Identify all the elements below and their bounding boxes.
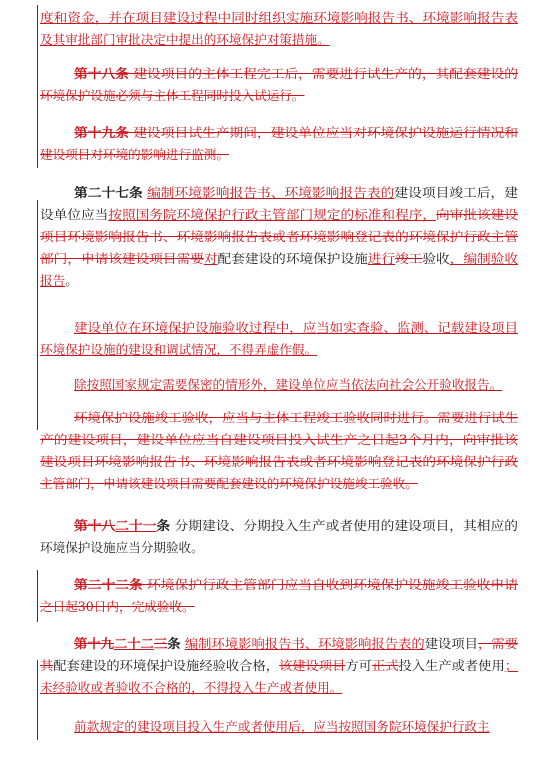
deleted-text: 建设项目试生产期间，建设单位应当对环境保护设施运行情况和 xyxy=(128,125,519,140)
text-line xyxy=(40,10,518,26)
inserted-text: 对 xyxy=(203,251,218,266)
text-line xyxy=(40,432,518,448)
inserted-text: 建设单位在环境保护设施验收过程中，应当如实查验、监测、记载建设项目 xyxy=(74,320,519,335)
text-line xyxy=(40,32,330,48)
inserted-text: 未经验收或者验收不合格的，不得投入生产或者使用。 xyxy=(40,680,343,695)
text-line xyxy=(40,273,78,289)
deleted-text: 建设项目对环境的影响进行监测。 xyxy=(40,147,229,162)
text-line xyxy=(40,147,229,163)
deleted-text: 第十八条 xyxy=(74,66,129,81)
text-line xyxy=(74,320,518,336)
inserted-text: ； xyxy=(504,658,518,673)
deleted-text: 环境保护设施必须与主体工程同时投入试运行。 xyxy=(40,88,305,103)
deleted-text: 建设项目环境影响报告书、环境影响报告表或者环境影响登记表的环境保护行政 xyxy=(40,454,518,469)
text-line xyxy=(40,658,518,674)
text-run: 配套建设的环境保护设施 xyxy=(217,251,368,266)
inserted-text: 编制环境影响报告书、环境影响报告表的 xyxy=(147,185,395,200)
inserted-text: 二十二 xyxy=(113,636,154,651)
text-line xyxy=(74,410,518,426)
deleted-text: 建设项目的主体工程完工后，需要进行试生产的，其配套建设的 xyxy=(128,66,519,81)
text-line xyxy=(40,454,518,470)
text-run: 设单位应当 xyxy=(40,207,109,222)
deleted-text: 主管部门，申请该建设项目需要配套建设的环境保护设施竣工验收。 xyxy=(40,476,418,491)
text-run: 验收 xyxy=(422,251,450,266)
inserted-text: ，编制验收 xyxy=(449,251,518,266)
deleted-text: ，需要 xyxy=(478,636,518,651)
deleted-text: 第十八 xyxy=(74,518,116,533)
inserted-text: 报告 xyxy=(40,273,66,288)
inserted-text: 按照国务院环境保护行政主管部门规定的标准和程序， xyxy=(108,207,437,222)
deleted-text: 第十九条 xyxy=(74,125,129,140)
text-line xyxy=(74,125,518,141)
text-line xyxy=(74,518,518,534)
deleted-text: 三 xyxy=(153,636,168,651)
deleted-text: 第十九 xyxy=(74,636,114,651)
inserted-text: 及其审批部门审批决定中提出的环境保护对策措施。 xyxy=(40,32,330,47)
text-line xyxy=(40,88,304,104)
text-run: 配套建设的环境保护设施经验收合格， xyxy=(53,658,279,673)
text-line xyxy=(74,185,518,201)
text-run: 条 xyxy=(156,518,171,533)
text-line xyxy=(40,251,518,267)
text-line xyxy=(74,377,502,393)
text-line xyxy=(40,540,204,556)
text-line xyxy=(40,229,518,245)
text-run: 建设项目 xyxy=(424,636,479,651)
deleted-text: 部门，申请该建设项目需要 xyxy=(40,251,204,266)
revision-bar xyxy=(37,5,38,168)
text-line xyxy=(40,476,418,492)
inserted-text: 进行 xyxy=(367,251,396,266)
deleted-text: 向审批该建设 xyxy=(436,207,518,222)
deleted-text: 正式 xyxy=(371,658,399,673)
text-run: 第二十七条 xyxy=(74,185,143,200)
text-run: 建设项目竣工后，建 xyxy=(394,185,519,200)
text-line xyxy=(40,680,342,696)
revision-bar xyxy=(37,570,38,622)
text-run: 投入生产或者使用 xyxy=(398,658,505,673)
text-line xyxy=(74,719,490,735)
text-run: 条 xyxy=(167,636,181,651)
inserted-text: 环境保护设施的建设和调试情况，不得弄虚作假。 xyxy=(40,342,318,357)
inserted-text: 前款规定的建设项目投入生产或者使用后，应当按照国务院环境保护行政主 xyxy=(74,719,490,734)
deleted-text: 第二十二条 xyxy=(74,577,143,592)
deleted-text: 环境保护设施竣工验收，应当与主体工程竣工验收同时进行。需要进行试生 xyxy=(74,410,519,425)
inserted-text: 编制环境影响报告书、环境影响报告表的 xyxy=(184,636,425,651)
deleted-text: 其 xyxy=(40,658,54,673)
inserted-text: 除按照国家规定需要保密的情形外，建设单位应当依法向社会公开验收报告。 xyxy=(74,377,503,392)
deleted-text: 竣工 xyxy=(395,251,423,266)
text-line xyxy=(74,577,518,593)
text-line xyxy=(40,599,195,615)
inserted-text: 度和资金，并在项目建设过程中同时组织实施环境影响报告书、环境影响报告表 xyxy=(40,10,518,25)
text-line xyxy=(40,342,317,358)
deleted-text: 项目环境影响报告书、环境影响报告表或者环境影响登记表的环境保护行政主管 xyxy=(40,229,518,244)
deleted-text: 环境保护行政主管部门应当自收到环境保护设施竣工验收申请 xyxy=(142,577,519,592)
text-line xyxy=(74,66,518,82)
text-line xyxy=(74,636,518,652)
inserted-text: 二十一 xyxy=(115,518,157,533)
text-run: 。 xyxy=(65,273,78,288)
revision-bar xyxy=(37,200,38,430)
deleted-text: 之日起30日内，完成验收。 xyxy=(40,599,195,614)
text-run: 方可 xyxy=(345,658,372,673)
text-run: 环境保护设施应当分期验收。 xyxy=(40,540,204,555)
deleted-text: 产的建设项目，建设单位应当自建设项目投入试生产之日起3个月内，向审批该 xyxy=(40,432,518,447)
revision-bar xyxy=(37,660,38,740)
text-line xyxy=(40,207,518,223)
deleted-text: 该建设项目 xyxy=(278,658,346,673)
text-run: 分期建设、分期投入生产或者使用的建设项目，其相应的 xyxy=(170,518,519,533)
